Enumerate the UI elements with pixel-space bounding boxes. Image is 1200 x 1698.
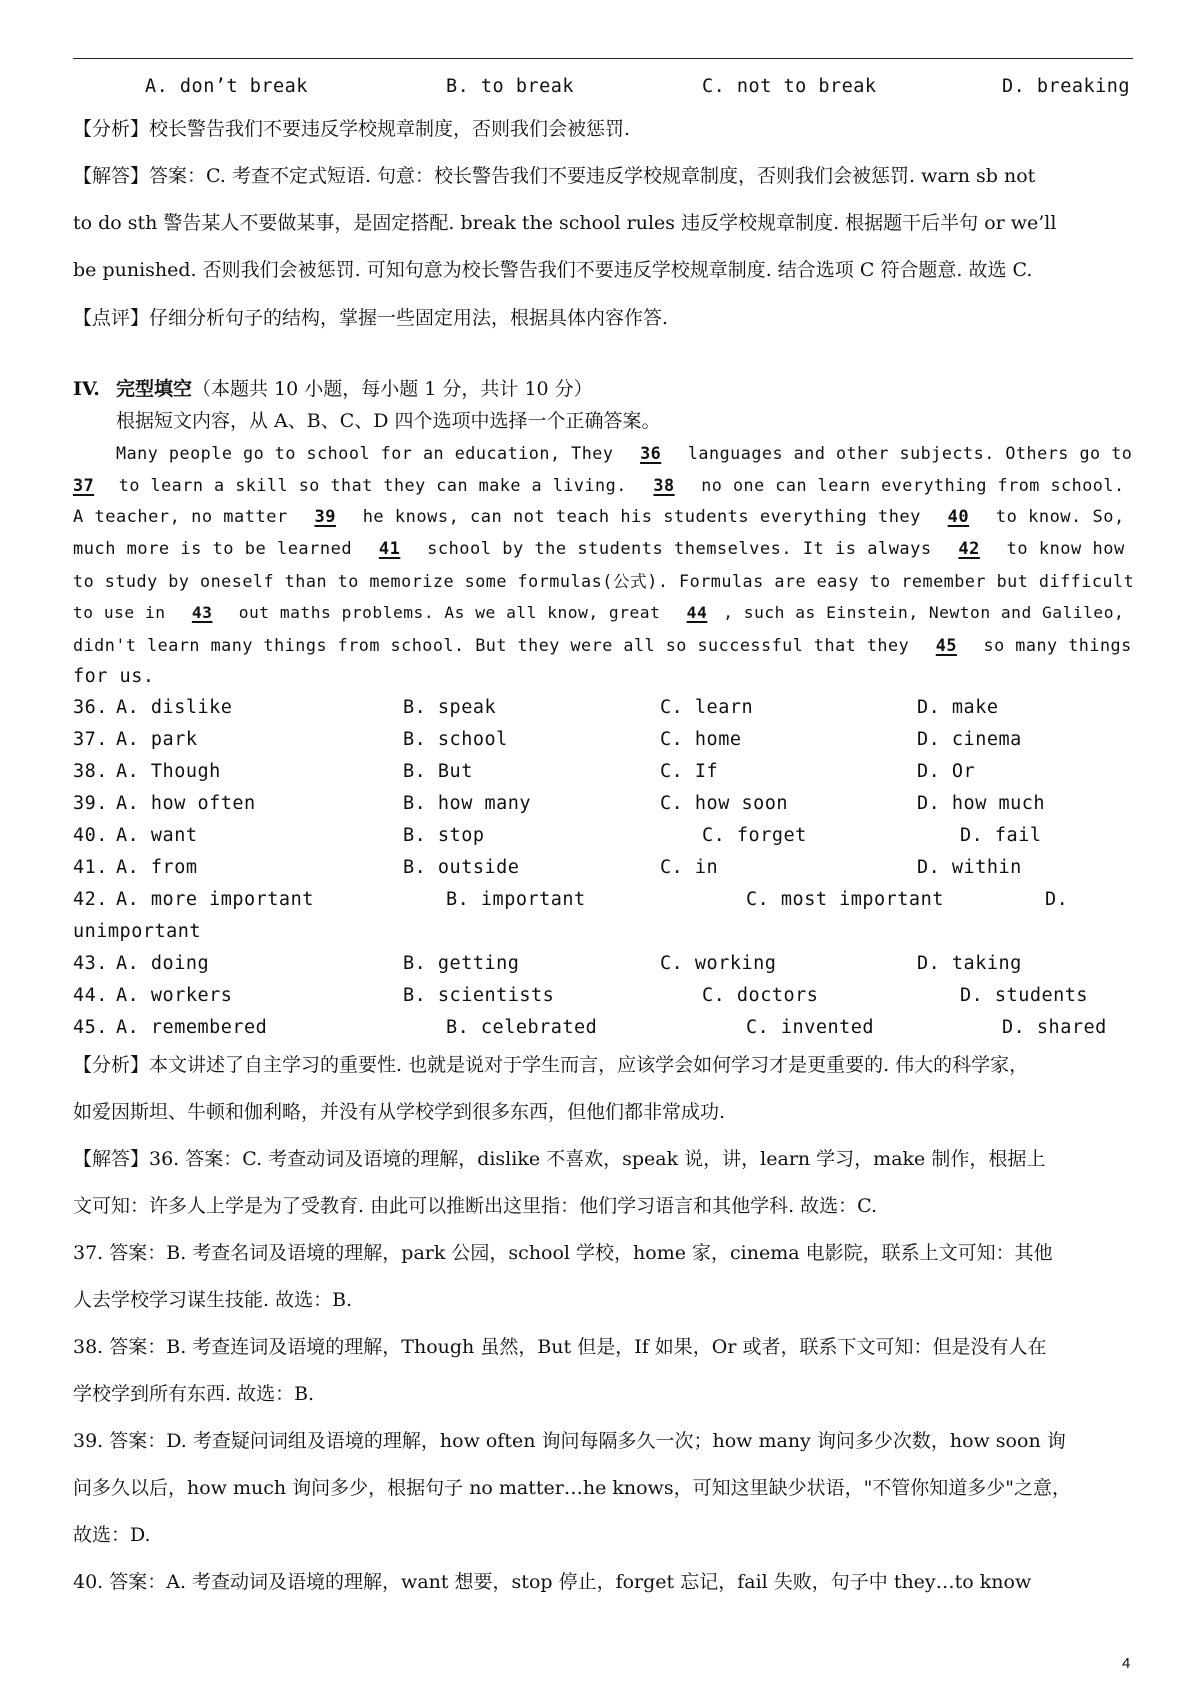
question-option-a: A. want	[116, 825, 198, 846]
question-option-b: B. scientists	[403, 985, 555, 1006]
question-number: 39.	[73, 793, 108, 814]
question-number: 38.	[73, 761, 108, 782]
page-number: 4	[1122, 1655, 1131, 1672]
question-option-d: D. cinema	[917, 729, 1022, 750]
explanation-line: 问多久以后，how much 询问多少，根据句子 no matter…he knows，可知这里缺少状语，"不管你知道多少"之意，	[73, 1477, 1072, 1499]
question-option-c: C. in	[660, 857, 719, 878]
blank-42: 42	[958, 539, 980, 559]
passage-text: much more is to be learned	[73, 539, 353, 559]
question-option-a: A. doing	[116, 953, 210, 974]
q35-comment: 【点评】仔细分析句子的结构，掌握一些固定用法，根据具体内容作答.	[73, 307, 669, 329]
blank-36: 36	[640, 443, 662, 463]
passage-text: to know how	[1006, 539, 1125, 559]
question-number: 45.	[73, 1017, 108, 1038]
question-option-d: D. students	[960, 985, 1089, 1006]
explanation-line: 【解答】36. 答案：C. 考查动词及语境的理解，dislike 不喜欢，speak 说，讲，learn 学习，make 制作，根据上	[73, 1148, 1046, 1170]
passage-text: to use in	[73, 603, 166, 622]
blank-37: 37	[73, 475, 95, 495]
question-option-d: D. fail	[960, 825, 1042, 846]
question-option-a: A. dislike	[116, 697, 233, 718]
explanation-line: 人去学校学习谋生技能. 故选：B.	[73, 1289, 353, 1311]
question-option-d: D. within	[917, 857, 1022, 878]
section-note: （本题共 10 小题，每小题 1 分，共计 10 分）	[192, 378, 593, 400]
passage-text: languages and other subjects. Others go to	[687, 443, 1133, 463]
question-option-c: C. how soon	[660, 793, 789, 814]
explanation-line: 39. 答案：D. 考查疑问词组及语境的理解，how often 询问每隔多久一次；how many 询问多少次数，how soon 询	[73, 1430, 1066, 1452]
question-number: 40.	[73, 825, 108, 846]
question-option-c: C. doctors	[702, 985, 819, 1006]
analysis-line-1: 【分析】本文讲述了自主学习的重要性. 也就是说对于学生而言，应该学会如何学习才是更重要的. 伟大的科学家，	[73, 1054, 1029, 1076]
explanation-line: 文可知：许多人上学是为了受教育. 由此可以推断出这里指：他们学习语言和其他学科. 故选：C.	[73, 1195, 878, 1217]
passage-line-1	[116, 441, 1132, 465]
header-rule	[73, 58, 1133, 59]
q35-option-d: D. breaking	[1002, 76, 1131, 97]
question-option-b: B. speak	[403, 697, 497, 718]
question-option-a: A. workers	[116, 985, 233, 1006]
blank-38: 38	[653, 475, 675, 495]
question-option-b: B. stop	[403, 825, 485, 846]
section-title: 完型填空	[115, 378, 192, 400]
q35-option-a: A. don’t break	[145, 76, 308, 97]
blank-44: 44	[686, 603, 708, 622]
question-option-c: C. most important	[746, 889, 944, 910]
question-option-b: B. celebrated	[446, 1017, 598, 1038]
question-option-b: B. school	[403, 729, 508, 750]
question-option-d: D. how much	[917, 793, 1046, 814]
blank-43: 43	[191, 603, 213, 622]
question-option-a: A. how often	[116, 793, 256, 814]
q35-answer-line-2: to do sth 警告某人不要做某事，是固定搭配. break the school rules 违反学校规章制度. 根据题干后半句 or we’ll	[73, 212, 1057, 234]
question-option-b: B. But	[403, 761, 473, 782]
passage-text: , such as Einstein, Newton and Galileo,	[723, 603, 1125, 622]
analysis-line-2: 如爱因斯坦、牛顿和伽利略，并没有从学校学到很多东西，但他们都非常成功.	[73, 1101, 726, 1123]
question-option-d: D.	[1045, 889, 1069, 910]
question-option-c: C. learn	[660, 697, 754, 718]
passage-line-4	[73, 537, 1125, 561]
q35-option-b: B. to break	[446, 76, 575, 97]
explanation-line: 故选：D.	[73, 1524, 151, 1546]
q35-answer-line-3: be punished. 否则我们会被惩罚. 可知句意为校长警告我们不要违反学校规章制度. 结合选项 C 符合题意. 故选 C.	[73, 259, 1033, 281]
question-option-d-wrap: unimportant	[73, 921, 202, 942]
section-instruction: 根据短文内容，从 A、B、C、D 四个选项中选择一个正确答案。	[116, 410, 661, 432]
passage-line-5: to study by oneself than to memorize some formulas(公式). Formulas are easy to remember but difficult	[73, 571, 1135, 591]
passage-line-3	[73, 505, 1125, 529]
question-option-a: A. park	[116, 729, 198, 750]
question-number: 43.	[73, 953, 108, 974]
question-option-d: D. Or	[917, 761, 976, 782]
blank-45: 45	[935, 635, 957, 655]
blank-39: 39	[314, 507, 336, 527]
passage-line-7	[73, 633, 1132, 657]
passage-text: no one can learn everything from school.	[701, 475, 1125, 495]
passage-text: school by the students themselves. It is always	[427, 539, 932, 559]
passage-text: A teacher, no matter	[73, 507, 288, 527]
question-number: 42.	[73, 889, 108, 910]
question-option-d: D. make	[917, 697, 999, 718]
passage-text: so many things	[983, 635, 1132, 655]
question-number: 44.	[73, 985, 108, 1006]
passage-line-2	[73, 473, 1125, 497]
section-heading	[73, 377, 593, 401]
question-option-b: B. outside	[403, 857, 520, 878]
question-option-a: A. Though	[116, 761, 221, 782]
q35-answer-line-1: 【解答】答案：C. 考查不定式短语. 句意：校长警告我们不要违反学校规章制度，否则我们会被惩罚. warn sb not	[73, 165, 1036, 187]
q35-option-c: C. not to break	[702, 76, 877, 97]
passage-text: Many people go to school for an education, They	[116, 443, 614, 463]
question-option-d: D. taking	[917, 953, 1022, 974]
explanation-line: 学校学到所有东西. 故选：B.	[73, 1383, 315, 1405]
question-option-c: C. invented	[746, 1017, 875, 1038]
explanation-line: 40. 答案：A. 考查动词及语境的理解，want 想要，stop 停止，forget 忘记，fail 失败，句子中 they…to know	[73, 1571, 1032, 1593]
passage-text: to know. So,	[995, 507, 1125, 527]
blank-41: 41	[378, 539, 401, 559]
question-number: 37.	[73, 729, 108, 750]
question-option-a: A. more important	[116, 889, 314, 910]
question-option-d: D. shared	[1002, 1017, 1107, 1038]
passage-line-8: for us.	[73, 666, 155, 687]
question-option-b: B. getting	[403, 953, 520, 974]
question-option-a: A. remembered	[116, 1017, 268, 1038]
question-option-b: B. important	[446, 889, 586, 910]
q35-analysis: 【分析】校长警告我们不要违反学校规章制度，否则我们会被惩罚.	[73, 118, 631, 140]
passage-text: he knows, can not teach his students everything they	[362, 507, 921, 527]
question-option-a: A. from	[116, 857, 198, 878]
question-option-c: C. forget	[702, 825, 807, 846]
passage-text: out maths problems. As we all know, great	[238, 603, 661, 622]
passage-line-6	[73, 601, 1124, 625]
explanation-line: 37. 答案：B. 考查名词及语境的理解，park 公园，school 学校，home 家，cinema 电影院，联系上文可知：其他	[73, 1242, 1053, 1264]
question-option-c: C. home	[660, 729, 742, 750]
blank-40: 40	[947, 507, 970, 527]
question-option-c: C. If	[660, 761, 719, 782]
question-option-b: B. how many	[403, 793, 532, 814]
explanation-line: 38. 答案：B. 考查连词及语境的理解，Though 虽然，But 但是，If 如果，Or 或者，联系下文可知：但是没有人在	[73, 1336, 1047, 1358]
question-number: 41.	[73, 857, 108, 878]
question-option-c: C. working	[660, 953, 777, 974]
section-number: IV.	[73, 378, 100, 400]
passage-text: didn't learn many things from school. But they were all so successful that they	[73, 635, 910, 655]
passage-text: to learn a skill so that they can make a living.	[118, 475, 627, 495]
question-number: 36.	[73, 697, 108, 718]
